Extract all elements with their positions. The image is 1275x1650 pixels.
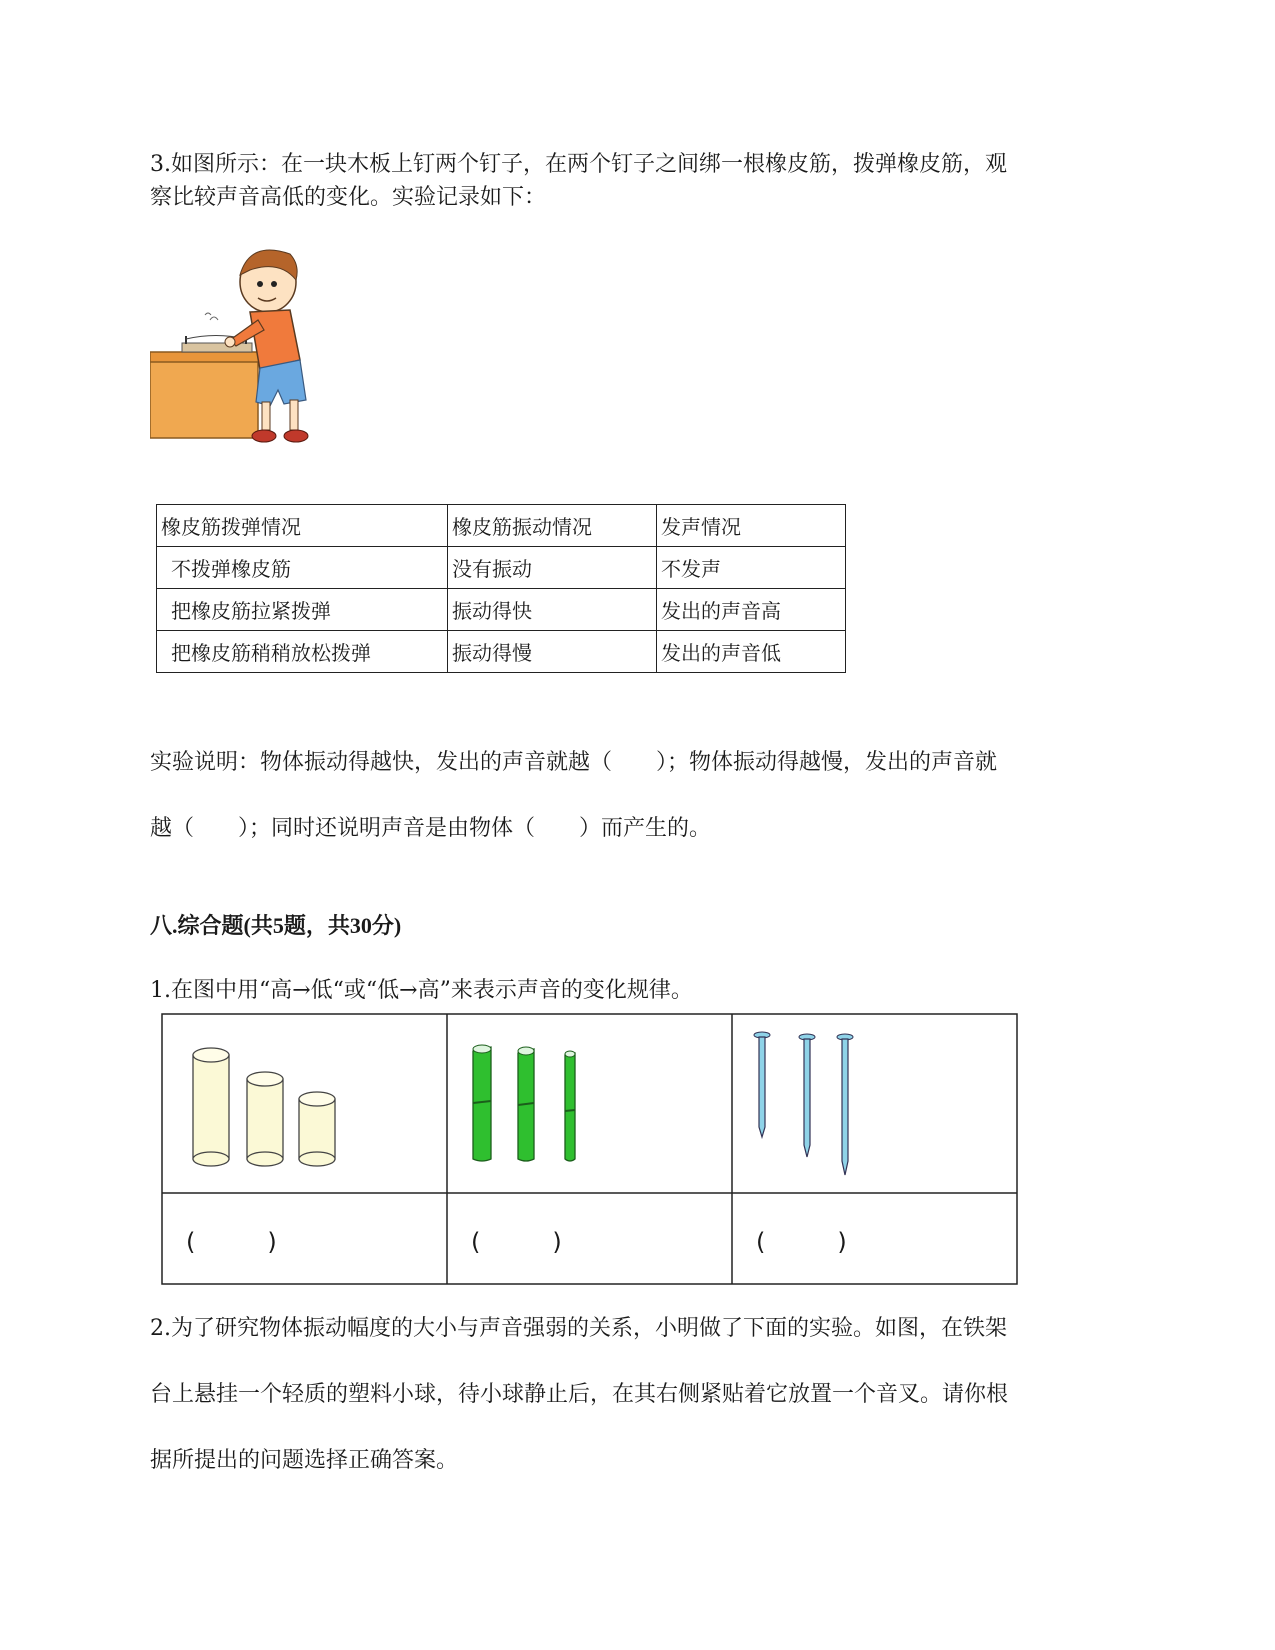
q3-text-line1: 3.如图所示：在一块木板上钉两个钉子，在两个钉子之间绑一根橡皮筋，拨弹橡皮筋，观 [150, 152, 1007, 177]
table-header-cell: 橡皮筋振动情况 [448, 505, 657, 547]
table-cell: 振动得慢 [448, 631, 657, 673]
sound-pitch-figure-grid [161, 1013, 1018, 1285]
boy-plucking-rubber-band-illustration [150, 240, 312, 450]
table-cell: 振动得快 [448, 589, 657, 631]
table-cell: 把橡皮筋拉紧拨弹 [157, 589, 448, 631]
q3-text-line2: 察比较声音高低的变化。实验记录如下： [150, 185, 547, 210]
table-header-cell: 发声情况 [657, 505, 846, 547]
q2-text-line1: 2.为了研究物体振动幅度的大小与声音强弱的关系，小明做了下面的实验。如图，在铁架 [150, 1316, 1007, 1341]
table-cell: 没有振动 [448, 547, 657, 589]
table-cell: 不发声 [657, 547, 846, 589]
table-row [157, 589, 846, 631]
table-row [157, 547, 846, 589]
table-cell: 发出的声音低 [657, 631, 846, 673]
table-cell: 发出的声音高 [657, 589, 846, 631]
q1-text: 1.在图中用“高→低“或“低→高”来表示声音的变化规律。 [150, 978, 693, 1003]
table-cell: 不拨弹橡皮筋 [157, 547, 448, 589]
q3-explanation-line1: 实验说明：物体振动得越快，发出的声音就越（ ）；物体振动得越慢，发出的声音就 [150, 750, 998, 775]
table-header-cell: 橡皮筋拨弹情况 [157, 505, 448, 547]
table-header-row [157, 505, 846, 547]
table-cell: 把橡皮筋稍稍放松拨弹 [157, 631, 448, 673]
q2-text-line3: 据所提出的问题选择正确答案。 [150, 1448, 459, 1473]
q2-text-line2: 台上悬挂一个轻质的塑料小球，待小球静止后，在其右侧紧贴着它放置一个音叉。请你根 [150, 1382, 1009, 1407]
q3-explanation-line2: 越（ ）；同时还说明声音是由物体（ ）而产生的。 [150, 816, 712, 841]
experiment-record-table [156, 504, 846, 673]
answer-blank-2[interactable]: ( ) [471, 1228, 562, 1256]
section-heading: 八.综合题(共5题，共30分) [150, 913, 402, 938]
answer-blank-3[interactable]: ( ) [756, 1228, 847, 1256]
answer-blank-1[interactable]: ( ) [186, 1228, 277, 1256]
desk [150, 358, 258, 438]
table-row [157, 631, 846, 673]
